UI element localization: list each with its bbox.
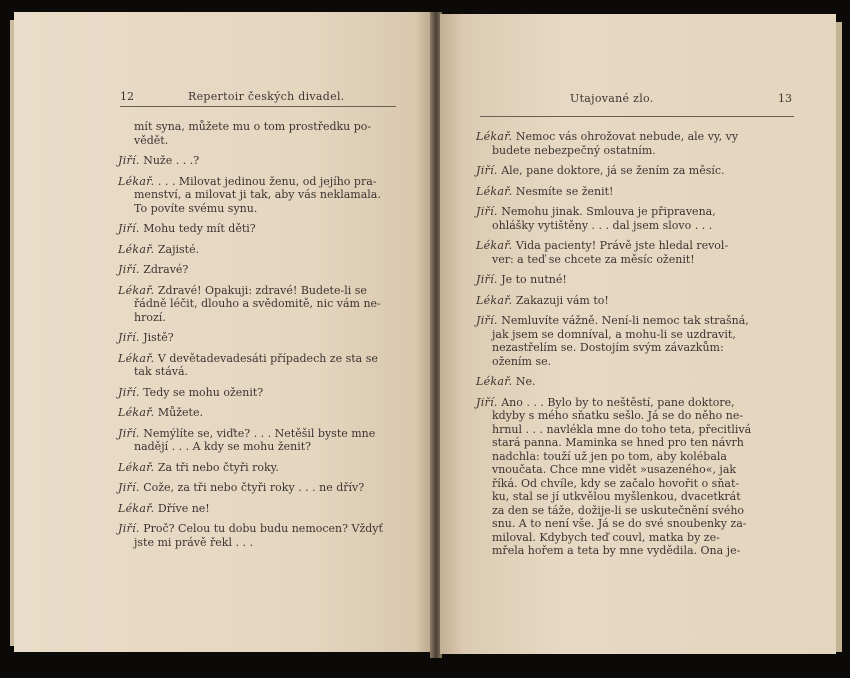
dialogue-paragraph <box>118 263 390 277</box>
speaker-name: Jiří. <box>118 522 140 535</box>
text-line: Ano . . . Bylo by to neštěstí, pane doktore, <box>501 395 735 409</box>
dialogue-paragraph <box>476 396 792 558</box>
text-line: Nuže . . .? <box>143 154 200 167</box>
speaker-name: Jiří. <box>118 154 140 167</box>
left-page-text <box>118 120 390 556</box>
text-line: říká. Od chvíle, kdy se začalo hovořit o sňat- <box>492 476 740 490</box>
text-line: menství, a milovat ji tak, aby vás neklamala. <box>134 188 381 201</box>
running-title: Repertoir českých divadel. <box>188 90 345 103</box>
text-line: řádně léčit, dlouho a svědomitě, nic vám ne- <box>134 297 381 310</box>
text-line: mřela hořem a teta by mne vydědila. Ona je- <box>492 544 741 557</box>
text-line: V devětadevadesáti případech ze sta se <box>157 351 378 365</box>
text-line: za den se táže, dožije-li se uskutečnění svého <box>492 503 745 517</box>
dialogue-paragraph <box>118 243 390 257</box>
text-line: Zajisté. <box>157 242 200 256</box>
speaker-name: Jiří. <box>118 426 140 440</box>
dialogue-paragraph <box>476 185 792 199</box>
text-line: . . . Milovat jedinou ženu, od jejího pra- <box>157 174 377 188</box>
dialogue-paragraph <box>118 406 390 420</box>
text-line: Nemluvíte vážně. Není-li nemoc tak strašná, <box>501 314 749 327</box>
text-line: Zdravé! Opakuji: zdravé! Budete-li se <box>157 283 367 297</box>
speaker-name: Jiří. <box>118 481 140 494</box>
dialogue-paragraph <box>118 386 390 400</box>
text-line: jak jsem se domníval, a mohu-li se uzdravit, <box>492 327 736 341</box>
speaker-name: Lékař. <box>118 283 155 297</box>
text-line: jste mi právě řekl . . . <box>134 535 253 549</box>
text-line: To povíte svému synu. <box>134 201 258 215</box>
speaker-name: Lékař. <box>476 184 513 198</box>
speaker-name: Jiří. <box>476 314 498 327</box>
text-line: stará panna. Maminka se hned pro ten návrh <box>492 436 744 449</box>
text-line: Můžete. <box>157 406 203 419</box>
speaker-name: Jiří. <box>476 164 498 177</box>
dialogue-paragraph <box>118 222 390 236</box>
page-number: 13 <box>778 92 792 105</box>
speaker-name: Jiří. <box>476 205 498 218</box>
text-line: budete nebezpečný ostatním. <box>492 143 656 157</box>
speaker-name: Jiří. <box>118 263 140 276</box>
dialogue-paragraph <box>476 205 792 232</box>
dialogue-paragraph <box>118 481 390 495</box>
text-line: ožením se. <box>492 354 552 368</box>
text-line: nadějí . . . A kdy se mohu ženit? <box>134 440 312 453</box>
dialogue-paragraph <box>118 175 390 216</box>
text-line: Za tři nebo čtyři roky. <box>157 460 279 474</box>
text-line: Cože, za tři nebo čtyři roky . . . ne dřív? <box>143 481 365 494</box>
text-line: Nesmíte se ženit! <box>515 184 614 198</box>
dialogue-paragraph <box>118 427 390 454</box>
dialogue-paragraph <box>476 239 792 266</box>
text-line: Proč? Celou tu dobu budu nemocen? Vždyť <box>143 522 383 535</box>
text-line: Jistě? <box>143 331 174 344</box>
speaker-name: Lékař. <box>118 242 155 256</box>
dialogue-paragraph <box>118 502 390 516</box>
dialogue-paragraph <box>118 461 390 475</box>
dialogue-paragraph <box>476 273 792 287</box>
speaker-name: Lékař. <box>476 375 513 388</box>
text-line: ku, stal se jí utkvělou myšlenkou, dvacetkrát <box>492 490 741 503</box>
text-line: Ale, pane doktore, já se žením za měsíc. <box>501 164 725 177</box>
text-line: Zdravé? <box>143 263 189 276</box>
header-rule <box>120 106 396 107</box>
speaker-name: Lékař. <box>476 130 513 143</box>
text-line: tak stává. <box>134 365 189 378</box>
text-line: nadchla: touží už jen po tom, aby kolébala <box>492 449 727 463</box>
right-page <box>440 14 836 654</box>
text-line: kdyby s mého sňatku sešlo. Já se do něho ne- <box>492 409 744 422</box>
speaker-name: Lékař. <box>118 406 155 419</box>
text-line: Dříve ne! <box>157 501 210 515</box>
text-line: ohlášky vytištěny . . . dal jsem slovo . . . <box>492 218 713 232</box>
left-page <box>14 12 432 652</box>
dialogue-paragraph <box>118 154 390 168</box>
text-line: vnoučata. Chce mne vidět »usazeného«, jak <box>492 463 737 476</box>
speaker-name: Lékař. <box>476 239 513 252</box>
text-line: mít syna, můžete mu o tom prostředku po- <box>134 120 372 133</box>
dialogue-paragraph <box>476 164 792 178</box>
dialogue-paragraph <box>476 375 792 389</box>
speaker-name: Jiří. <box>118 331 140 344</box>
speaker-name: Jiří. <box>118 222 140 235</box>
dialogue-paragraph <box>118 522 390 549</box>
dialogue-paragraph <box>118 331 390 345</box>
text-line: Ne. <box>515 375 536 388</box>
right-page-text <box>476 130 792 565</box>
text-line: nezastřelím se. Dostojím svým závazkům: <box>492 341 724 354</box>
page-number: 12 <box>120 90 134 103</box>
dialogue-paragraph <box>118 352 390 379</box>
dialogue-paragraph <box>118 284 390 325</box>
open-book <box>14 12 836 666</box>
running-title: Utajované zlo. <box>570 92 654 105</box>
text-line: Nemohu jinak. Smlouva je připravena, <box>501 205 716 218</box>
text-line: Je to nutné! <box>501 273 567 286</box>
text-line: Tedy se mohu oženit? <box>143 385 264 399</box>
text-line: Vida pacienty! Právě jste hledal revol- <box>515 239 729 252</box>
speaker-name: Lékař. <box>118 501 155 515</box>
dialogue-paragraph <box>476 314 792 368</box>
text-line: hrozí. <box>134 310 166 324</box>
speaker-name: Lékař. <box>118 174 155 188</box>
speaker-name: Lékař. <box>476 293 513 307</box>
speaker-name: Jiří. <box>118 385 140 399</box>
speaker-name: Jiří. <box>476 395 498 409</box>
dialogue-paragraph <box>476 294 792 308</box>
header-rule <box>480 116 794 117</box>
dialogue-paragraph <box>476 130 792 157</box>
text-line: Mohu tedy mít děti? <box>143 222 256 235</box>
text-line: snu. A to není vše. Já se do své snoubenky za- <box>492 517 747 530</box>
text-line: hrnul . . . navlékla mne do toho teta, přecitlivá <box>492 422 752 436</box>
speaker-name: Jiří. <box>476 273 498 286</box>
dialogue-paragraph <box>134 120 390 147</box>
text-line: miloval. Kdybych teď couvl, matka by ze- <box>492 530 720 544</box>
text-line: Nemoc vás ohrožovat nebude, ale vy, vy <box>515 130 739 143</box>
text-line: ver: a teď se chcete za měsíc oženit! <box>492 252 695 266</box>
speaker-name: Lékař. <box>118 460 155 474</box>
text-line: Nemýlíte se, viďte? . . . Netěšil byste mne <box>143 426 376 440</box>
text-line: Zakazuji vám to! <box>515 293 609 307</box>
speaker-name: Lékař. <box>118 351 155 365</box>
text-line: vědět. <box>134 133 169 147</box>
